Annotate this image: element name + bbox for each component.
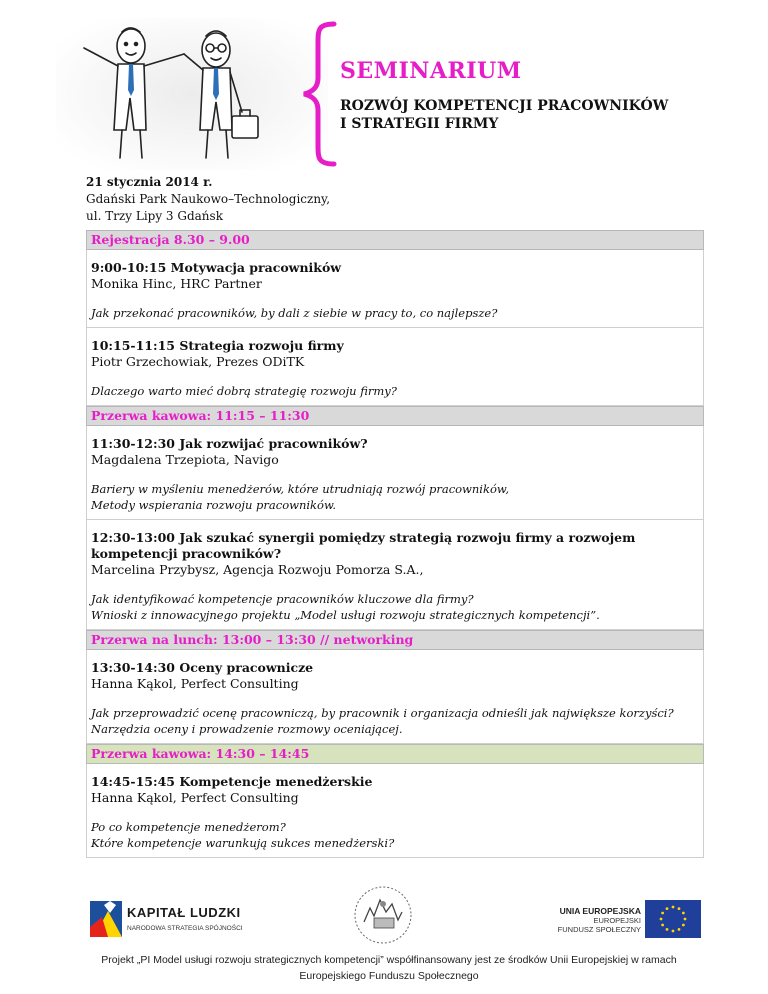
session-3 xyxy=(86,426,704,520)
session-question xyxy=(91,705,699,737)
question-line: Metody wspierania rozwoju pracowników. xyxy=(91,498,337,512)
lunch-band: Przerwa na lunch: 13:00 – 13:30 // networking xyxy=(86,630,704,650)
coffee-break-band: Przerwa kawowa: 11:15 – 11:30 xyxy=(86,406,704,426)
handshake-illustration xyxy=(56,18,328,170)
kapital-ludzki-tagline: NARODOWA STRATEGIA SPÓJNOŚCI xyxy=(127,925,243,932)
event-venue: Gdański Park Naukowo–Technologiczny, xyxy=(86,192,331,206)
eu-star-icon xyxy=(682,924,685,927)
footer-note-line1: Projekt „PI Model usługi rozwoju strategicznych kompetencji” współfinansowany jest ze środków Unii Europejskiej w ramach xyxy=(101,954,677,966)
coffee-break-band: Przerwa kawowa: 14:30 – 14:45 xyxy=(86,744,704,764)
session-title: 14:45-15:45 Kompetencje menedżerskie xyxy=(91,774,373,789)
session-title: 13:30-14:30 Oceny pracownicze xyxy=(91,660,314,675)
session-5 xyxy=(86,650,704,744)
session-6 xyxy=(86,764,704,858)
session-question xyxy=(91,591,699,623)
session-1 xyxy=(86,250,704,328)
agenda xyxy=(86,230,704,858)
eu-label-fund-2: FUNDUSZ SPOŁECZNY xyxy=(557,925,641,934)
eu-star-icon xyxy=(672,930,675,933)
session-speaker: Marcelina Przybysz, Agencja Rozwoju Pomorza S.A., xyxy=(91,562,424,577)
event-address: ul. Trzy Lipy 3 Gdańsk xyxy=(86,209,223,223)
session-speaker: Monika Hinc, HRC Partner xyxy=(91,276,262,291)
eu-star-icon xyxy=(678,907,681,910)
session-question: Jak przekonać pracowników, by dali z siebie w pracy to, co najlepsze? xyxy=(91,306,498,320)
eu-star-icon xyxy=(660,918,663,921)
eu-flag-icon xyxy=(645,900,701,938)
title-block xyxy=(340,58,668,132)
question-line: Jak identyfikować kompetencje pracowników kluczowe dla firmy? xyxy=(91,592,474,606)
curly-brace-decoration xyxy=(298,20,338,168)
seminar-subtitle-line2: I STRATEGII FIRMY xyxy=(340,116,499,132)
eu-label-union: UNIA EUROPEJSKA xyxy=(559,906,641,916)
session-speaker: Magdalena Trzepiota, Navigo xyxy=(91,452,279,467)
eu-star-icon xyxy=(666,907,669,910)
seminar-title: SEMINARIUM xyxy=(340,58,522,84)
eu-star-icon xyxy=(682,912,685,915)
eu-label-fund-1: EUROPEJSKI xyxy=(593,916,641,925)
event-details xyxy=(86,174,330,225)
session-speaker: Hanna Kąkol, Perfect Consulting xyxy=(91,676,299,691)
eu-star-icon xyxy=(661,924,664,927)
session-2 xyxy=(86,328,704,406)
question-line: Które kompetencje warunkują sukces menedżerski? xyxy=(91,836,395,850)
question-line: Jak przeprowadzić ocenę pracowniczą, by pracownik i organizacja odnieśli jak największe korzyści? xyxy=(91,706,674,720)
question-line: Po co kompetencje menedżerom? xyxy=(91,820,286,834)
session-speaker: Hanna Kąkol, Perfect Consulting xyxy=(91,790,299,805)
eu-star-icon xyxy=(672,906,675,909)
session-speaker: Piotr Grzechowiak, Prezes ODiTK xyxy=(91,354,305,369)
question-line: Bariery w myśleniu menedżerów, które utrudniają rozwój pracowników, xyxy=(91,482,510,496)
session-question xyxy=(91,819,699,851)
session-question xyxy=(91,481,699,513)
footer-note xyxy=(0,952,768,984)
registration-band: Rejestracja 8.30 – 9.00 xyxy=(86,230,704,250)
city-emblem-logo xyxy=(352,882,414,948)
question-line: Wnioski z innowacyjnego projektu „Model usługi rozwoju strategicznych kompetencji”. xyxy=(91,608,600,622)
kapital-ludzki-name: KAPITAŁ LUDZKI xyxy=(127,905,241,920)
eu-star-icon xyxy=(666,928,669,931)
session-title: 10:15-11:15 Strategia rozwoju firmy xyxy=(91,338,344,353)
eu-star-icon xyxy=(661,912,664,915)
eu-star-icon xyxy=(684,918,687,921)
session-4 xyxy=(86,520,704,630)
seminar-subtitle-line1: ROZWÓJ KOMPETENCJI PRACOWNIKÓW xyxy=(340,98,669,114)
event-date: 21 stycznia 2014 r. xyxy=(86,175,213,189)
session-title: 12:30-13:00 Jak szukać synergii pomiędzy strategią rozwoju firmy a rozwojem kompetencji pracowników? xyxy=(91,530,636,561)
question-line: Narzędzia oceny i prowadzenie rozmowy oceniającej. xyxy=(91,722,403,736)
session-title: 9:00-10:15 Motywacja pracowników xyxy=(91,260,342,275)
eu-star-icon xyxy=(678,928,681,931)
session-title: 11:30-12:30 Jak rozwijać pracowników? xyxy=(91,436,368,451)
session-question: Dlaczego warto mieć dobrą strategię rozwoju firmy? xyxy=(91,384,397,398)
footer-note-line2: Europejskiego Funduszu Społecznego xyxy=(299,970,479,982)
